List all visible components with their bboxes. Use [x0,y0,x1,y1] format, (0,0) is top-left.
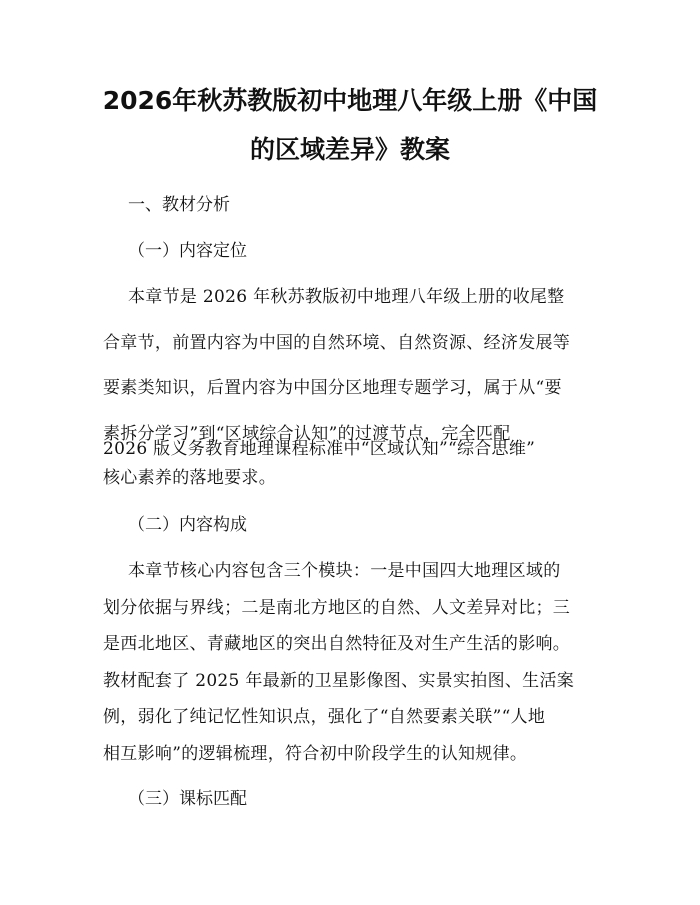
paragraph-1-line-3: 要素类知识，后置内容为中国分区地理专题学习，属于从“要 [103,378,562,398]
document-title-line-1: 2026年秋苏教版初中地理八年级上册《中国 [102,86,598,115]
paragraph-2-line-3: 是西北地区、青藏地区的突出自然特征及对生产生活的影响。 [103,634,571,654]
subsection-heading-content-composition: （二）内容构成 [128,515,247,535]
paragraph-1-line-1: 本章节是 2026 年秋苏教版初中地理八年级上册的收尾整 [128,287,565,307]
subsection-heading-curriculum-alignment: （三）课标匹配 [128,789,247,809]
paragraph-2-line-1: 本章节核心内容包含三个模块：一是中国四大地理区域的 [128,561,561,581]
paragraph-1-line-2: 合章节，前置内容为中国的自然环境、自然资源、经济发展等 [103,333,571,353]
paragraph-1-line-5: 2026 版义务教育地理课程标准中“区域认知”“综合思维” [103,439,536,459]
subsection-heading-content-positioning: （一）内容定位 [128,241,247,261]
paragraph-1-line-6: 核心素养的落地要求。 [103,468,276,488]
section-heading-textbook-analysis: 一、教材分析 [128,195,230,215]
paragraph-2-line-6: 相互影响”的逻辑梳理，符合初中阶段学生的认知规律。 [103,744,528,764]
document-title-line-2: 的区域差异》教案 [249,135,450,164]
paragraph-2-line-2: 划分依据与界线；二是南北方地区的自然、人文差异对比；三 [103,598,571,618]
paragraph-2-line-5: 例，弱化了纯记忆性知识点，强化了“自然要素关联”“人地 [103,707,546,727]
paragraph-1-line-4: 素拆分学习”到“区域综合认知”的过渡节点，完全匹配 [103,424,511,444]
paragraph-2-line-4: 教材配套了 2025 年最新的卫星影像图、实景实拍图、生活案 [103,671,575,691]
